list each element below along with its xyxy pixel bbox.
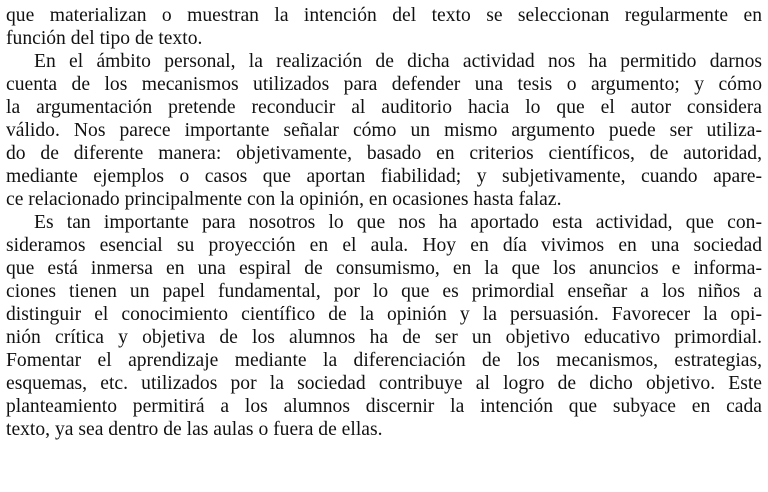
- text-line: ce relacionado principalmente con la opinión, en ocasiones hasta falaz.: [6, 189, 562, 210]
- text-line: válido. Nos parece importante señalar cómo un mismo argumento puede ser utiliza-: [6, 120, 762, 141]
- text-line: ciones tienen un papel fundamental, por lo que es primordial enseñar a los niños a: [6, 281, 762, 302]
- text-line: texto, ya sea dentro de las aulas o fuera de ellas.: [6, 419, 383, 440]
- text-line: que está inmersa en una espiral de consumismo, en la que los anuncios e informa-: [6, 258, 762, 279]
- text-line: que materializan o muestran la intención del texto se seleccionan regularmente en: [6, 5, 762, 26]
- text-line: planteamiento permitirá a los alumnos discernir la intención que subyace en cada: [6, 396, 762, 417]
- text-line: la argumentación pretende reconducir al auditorio hacia lo que el autor considera: [6, 97, 762, 118]
- text-line: cuenta de los mecanismos utilizados para defender una tesis o argumento; y cómo: [6, 74, 762, 95]
- text-line: sideramos esencial su proyección en el aula. Hoy en día vivimos en una sociedad: [6, 235, 762, 256]
- paragraph-personal-scope: [6, 50, 762, 211]
- paragraph-classroom-projection: [6, 211, 762, 441]
- text-line: esquemas, etc. utilizados por la sociedad contribuye al logro de dicho objetivo. Este: [6, 373, 762, 394]
- paragraph-continuation: [6, 0, 762, 50]
- text-line: En el ámbito personal, la realización de dicha actividad nos ha permitido darnos: [34, 51, 762, 72]
- text-line: mediante ejemplos o casos que aportan fiabilidad; y subjetivamente, cuando apare-: [6, 166, 762, 187]
- text-line: función del tipo de texto.: [6, 28, 203, 49]
- text-line: nión crítica y objetiva de los alumnos ha de ser un objetivo educativo primordial.: [6, 327, 762, 348]
- text-line: Es tan importante para nosotros lo que nos ha aportado esta actividad, que con-: [34, 212, 762, 233]
- text-line: do de diferente manera: objetivamente, basado en criterios científicos, de autoridad,: [6, 143, 762, 164]
- text-line: Fomentar el aprendizaje mediante la diferenciación de los mecanismos, estrategias,: [6, 350, 762, 371]
- text-line: distinguir el conocimiento científico de la opinión y la persuasión. Favorecer la opi-: [6, 304, 762, 325]
